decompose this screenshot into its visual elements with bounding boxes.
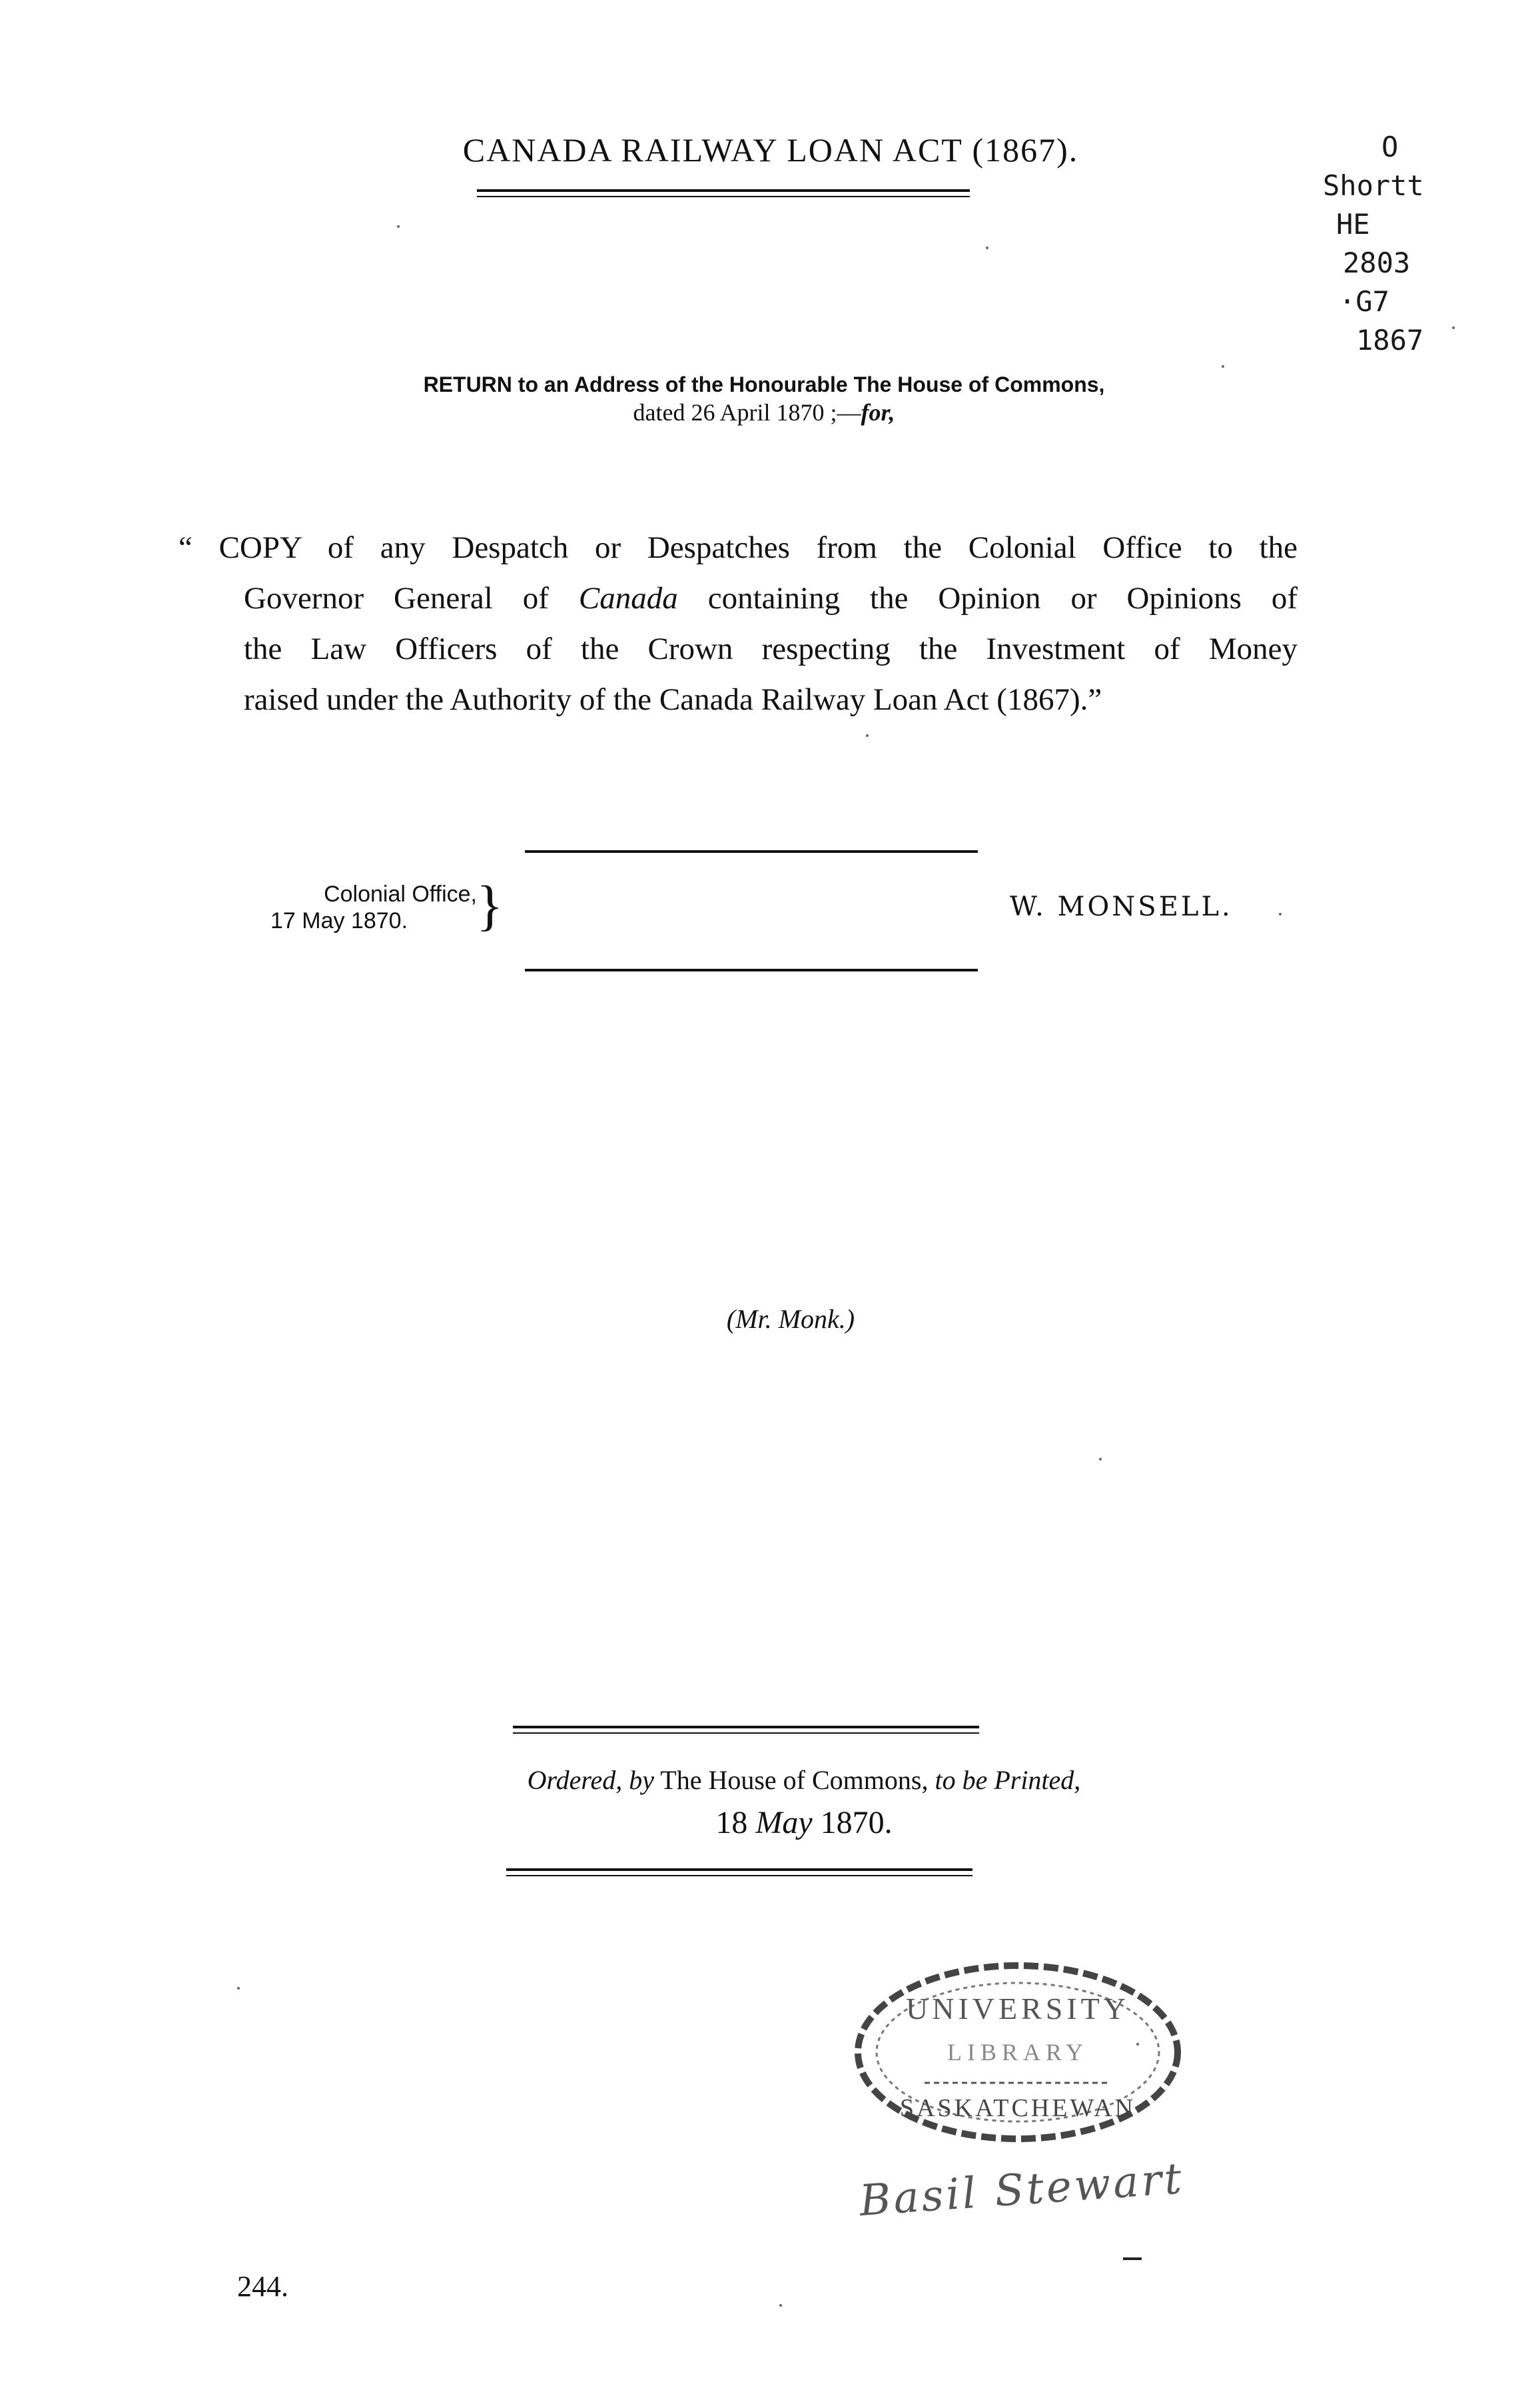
quote-line-3: the Law Officers of the Crown respecting the Investment of Money (244, 632, 1298, 666)
scan-speck (397, 225, 400, 228)
order-day: 18 (715, 1805, 748, 1840)
scan-speck (866, 734, 869, 737)
catalog-line-5: 1867 (1356, 324, 1424, 356)
title-double-rule (477, 189, 970, 197)
catalog-line-2: HE (1336, 208, 1370, 241)
order-rule-top (513, 1726, 979, 1734)
quote-line-1: “ COPY of any Despatch or Despatches from the Colonial Office to the (179, 530, 1298, 565)
scan-speck (1452, 326, 1455, 329)
library-stamp (845, 1952, 1191, 2165)
brace-glyph: } (476, 875, 504, 937)
return-date: dated 26 April 1870 ;— (633, 399, 861, 426)
handwritten-signature: Basil Stewart (858, 2154, 1186, 2226)
return-line-2 (0, 398, 1528, 426)
signer-name: W. MONSELL. (1010, 892, 1233, 922)
office-name: Colonial Office, (324, 882, 477, 907)
return-for: for, (861, 399, 895, 426)
printing-order (0, 1759, 1528, 1844)
scan-speck (986, 247, 988, 249)
scan-speck (779, 2304, 782, 2307)
order-printed: to be Printed, (935, 1765, 1081, 1795)
order-year: 1870. (820, 1805, 893, 1840)
return-address (0, 370, 1528, 426)
order-ordered-by: Ordered, by (527, 1765, 654, 1795)
office-date: 17 May 1870. (270, 908, 408, 933)
order-line-1 (40, 1759, 1528, 1802)
catalog-line-4: ·G7 (1339, 285, 1389, 318)
dash-mark (1123, 2257, 1142, 2260)
document-title: CANADA RAILWAY LOAN ACT (1867). (462, 131, 1079, 169)
order-rule-bottom (506, 1868, 972, 1876)
scan-speck (1099, 1458, 1102, 1461)
catalog-line-1: Shortt (1323, 169, 1424, 202)
quote-line-4: raised under the Authority of the Canada Railway Loan Act (1867).” (244, 682, 1102, 717)
scan-speck (1136, 2043, 1139, 2046)
stamp-bottom-text: SASKATCHEWAN (899, 2094, 1136, 2122)
catalog-line-3: 2803 (1343, 247, 1411, 279)
quote-line-2-canada: Canada (578, 581, 678, 616)
catalog-mark: O (1381, 131, 1399, 163)
quote-line-2-post: containing the Opinion or Opinions of (707, 581, 1298, 616)
signature-rule-top (525, 850, 978, 853)
scan-speck (1279, 913, 1282, 915)
order-date (40, 1802, 1528, 1844)
return-line-1: RETURN to an Address of the Honourable The House of Commons, (423, 372, 1105, 396)
mover-name: (Mr. Monk.) (726, 1304, 855, 1334)
quote-line-2 (179, 573, 1298, 624)
page-number: 244. (237, 2270, 288, 2303)
office-and-date (264, 881, 477, 934)
signature-rule-bottom (525, 969, 978, 971)
order-house: The House of Commons, (660, 1765, 929, 1795)
catalog-note (1323, 128, 1503, 360)
quoted-request (179, 522, 1298, 725)
scan-speck (1222, 365, 1224, 368)
order-month: May (755, 1805, 813, 1840)
stamp-top-text: UNIVERSITY (906, 1992, 1130, 2026)
stamp-middle-text: LIBRARY (947, 2039, 1089, 2066)
scan-speck (237, 1987, 240, 1990)
quote-line-2-pre: Governor General of (244, 581, 549, 616)
